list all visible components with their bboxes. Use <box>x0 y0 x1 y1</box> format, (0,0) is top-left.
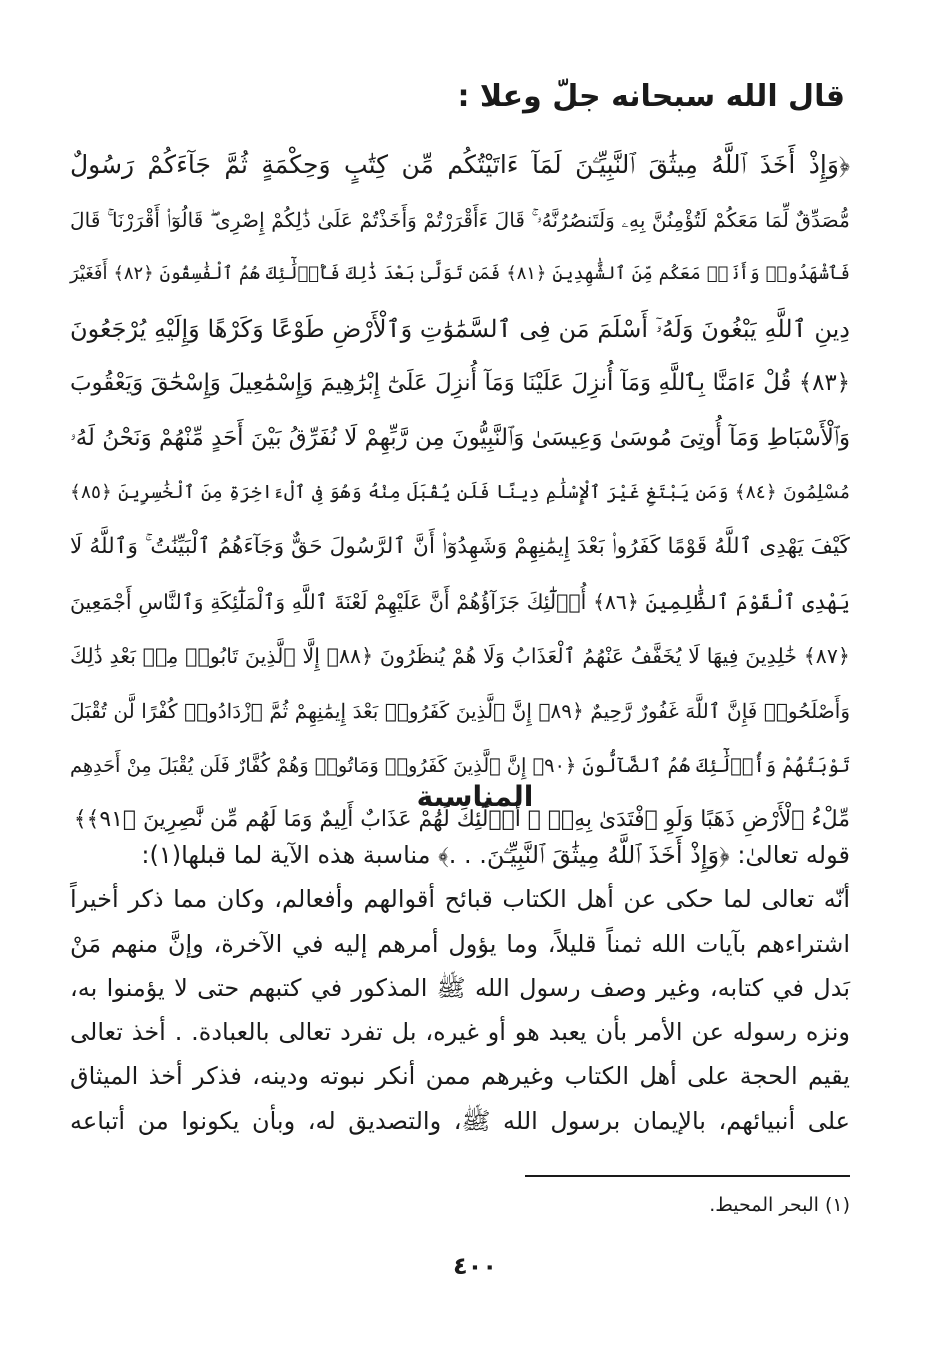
verse-line: وَٱلْأَسْبَاطِ وَمَآ أُوتِىَ مُوسَىٰ وَعِيسَىٰ وَٱلنَّبِيُّونَ مِن رَّبِّهِمْ لَا نُفَرِّقُ بَيْنَ أَحَدٍ مِّنْهُمْ وَنَحْنُ لَهُۥ <box>70 424 850 451</box>
commentary-block <box>70 833 850 1143</box>
verse-line: مُسْلِمُونَ ﴿٨٤﴾ وَمَن يَبْتَغِ غَيْرَ ٱلْإِسْلَٰمِ دِينًا فَلَن يُقْبَلَ مِنْهُ وَهُوَ فِى ٱلْءَاخِرَةِ مِنَ ٱلْخَٰسِرِينَ ﴿٨٥﴾ <box>70 481 850 503</box>
commentary-line: بَدل في كتابه، وغير وصف رسول الله ﷺ المذكور في كتبهم حتى لا يؤمنوا به، <box>70 973 850 1002</box>
footnote-divider <box>525 1175 850 1177</box>
verse-line: مُّصَدِّقٌ لِّمَا مَعَكُمْ لَتُؤْمِنُنَّ بِهِۦ وَلَتَنصُرُنَّهُۥ ۚ قَالَ ءَأَقْرَرْتُمْ وَأَخَذْتُمْ عَلَىٰ ذَٰلِكُمْ إِصْرِى ۖ قَالُوٓا۟ أَقْرَرْنَا ۚ قَالَ <box>70 207 850 232</box>
page-number: ٤٠٠ <box>453 1252 497 1280</box>
footnote: (١) البحر المحيط. <box>709 1194 850 1216</box>
commentary-line: اشتراءهم بآيات الله ثمناً قليلاً، وما يؤول أمرهم إليه في الآخرة، وإنَّ منهم مَنْ <box>70 929 850 958</box>
quran-verses-block <box>70 138 850 848</box>
verse-line: ﴿٨٧﴾ خَٰلِدِينَ فِيهَا لَا يُخَفَّفُ عَنْهُمُ ٱلْعَذَابُ وَلَا هُمْ يُنظَرُونَ ﴿٨٨﴾ إِلَّا ٱلَّذِينَ تَابُوا۟ مِنۢ بَعْدِ ذَٰلِكَ <box>70 644 850 669</box>
commentary-line: أنّه تعالى لما حكى عن أهل الكتاب قبائح أقوالهم وأفعالم، وكان مما ذكر أخيراً <box>70 885 850 914</box>
verse-line: مِّلْءُ ٱلْأَرْضِ ذَهَبًا وَلَوِ ٱفْتَدَىٰ بِهِۦٓ ۗ أُو۟لَٰٓئِكَ لَهُمْ عَذَابٌ أَلِيمٌ وَمَا لَهُم مِّن نَّٰصِرِينَ ﴿٩١﴾﴾ <box>73 807 850 833</box>
verse-line: وَأَصْلَحُوا۟ فَإِنَّ ٱللَّهَ غَفُورٌ رَّحِيمٌ ﴿٨٩﴾ إِنَّ ٱلَّذِينَ كَفَرُوا۟ بَعْدَ إِيمَٰنِهِمْ ثُمَّ ٱزْدَادُوا۟ كُفْرًا لَّن تُقْبَلَ <box>70 698 850 723</box>
verse-line: كَيْفَ يَهْدِى ٱللَّهُ قَوْمًا كَفَرُوا۟ بَعْدَ إِيمَٰنِهِمْ وَشَهِدُوٓا۟ أَنَّ ٱلرَّسُولَ حَقٌّ وَجَآءَهُمُ ٱلْبَيِّنَٰتُ ۚ وَٱللَّهُ لَا <box>70 534 850 560</box>
section-title: المناسبة <box>416 780 534 813</box>
commentary-line: ونزه رسوله عن الأمر بأن يعبد هو أو غيره، بل تفرد تعالى بالعبادة. . أخذ تعالى <box>70 1018 850 1047</box>
verse-line: يَهْدِى ٱلْقَوْمَ ٱلظَّٰلِمِينَ ﴿٨٦﴾ أُو۟لَٰٓئِكَ جَزَآؤُهُمْ أَنَّ عَلَيْهِمْ لَعْنَةَ ٱللَّهِ وَٱلْمَلَٰٓئِكَةِ وَٱلنَّاسِ أَجْمَعِينَ <box>70 589 851 614</box>
commentary-line: يقيم الحجة على أهل الكتاب وغيرهم ممن أنكر نبوته ودينه، فذكر أخذ الميثاق <box>70 1062 850 1091</box>
verse-line: فَٱشْهَدُوا۟ وَأَنَا۠ مَعَكُم مِّنَ ٱلشَّٰهِدِينَ ﴿٨١﴾ فَمَن تَوَلَّىٰ بَعْدَ ذَٰلِكَ فَأُو۟لَٰٓئِكَ هُمُ ٱلْفَٰسِقُونَ ﴿٨٢﴾ أَفَغَيْرَ <box>70 263 851 285</box>
commentary-line: على أنبيائهم، بالإيمان برسول الله ﷺ، والتصديق له، وبأن يكونوا من أتباعه <box>70 1106 850 1135</box>
verse-line: تَوْبَتُهُمْ وَأُو۟لَٰٓئِكَ هُمُ ٱلضَّآلُّونَ ﴿٩٠﴾ إِنَّ ٱلَّذِينَ كَفَرُوا۟ وَمَاتُوا۟ وَهُمْ كُفَّارٌ فَلَن يُقْبَلَ مِنْ أَحَدِهِم <box>70 753 850 777</box>
commentary-line: قوله تعالىٰ: ﴿وَإِذْ أَخَذَ ٱللَّهُ مِيثَٰقَ ٱلنَّبِيِّـۧنَ. . .﴾ مناسبة هذه الآية لما قبلها(١): <box>141 841 850 869</box>
page-heading: قال الله سبحانه جلّ وعلا : <box>457 79 845 114</box>
verse-line: ﴿٨٣﴾ قُلْ ءَامَنَّا بِٱللَّهِ وَمَآ أُنزِلَ عَلَيْنَا وَمَآ أُنزِلَ عَلَىٰٓ إِبْرَٰهِيمَ وَإِسْمَٰعِيلَ وَإِسْحَٰقَ وَيَعْقُوبَ <box>70 370 850 397</box>
verse-line: ﴿وَإِذْ أَخَذَ ٱللَّهُ مِيثَٰقَ ٱلنَّبِيِّـۧنَ لَمَآ ءَاتَيْتُكُم مِّن كِتَٰبٍ وَحِكْمَةٍ ثُمَّ جَآءَكُمْ رَسُولٌ <box>70 150 850 179</box>
verse-line: دِينِ ٱللَّهِ يَبْغُونَ وَلَهُۥٓ أَسْلَمَ مَن فِى ٱلسَّمَٰوَٰتِ وَٱلْأَرْضِ طَوْعًا وَكَرْهًا وَإِلَيْهِ يُرْجَعُونَ <box>70 314 850 343</box>
